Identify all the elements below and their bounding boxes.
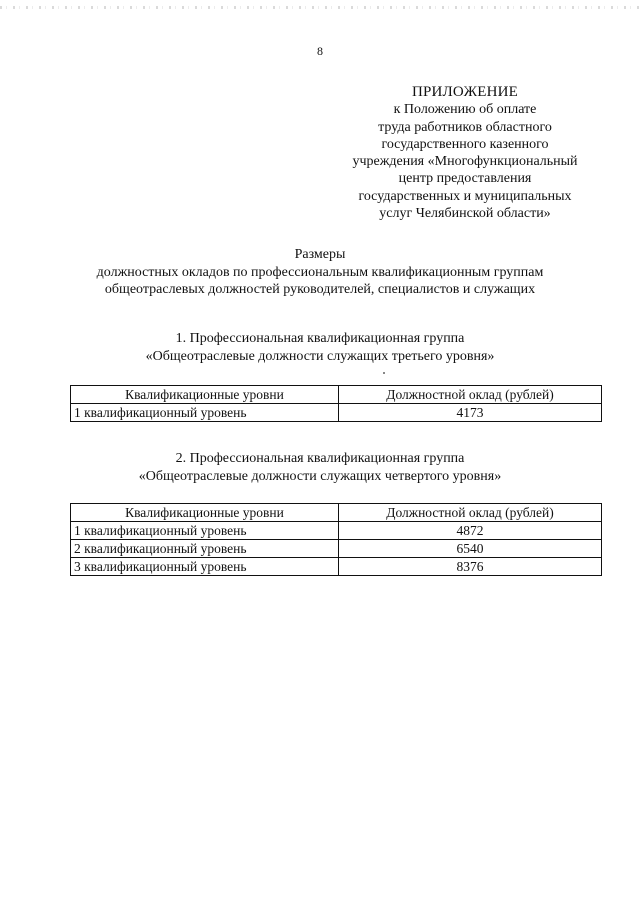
appendix-title: ПРИЛОЖЕНИЕ — [411, 84, 519, 100]
level-cell: 1 квалификационный уровень — [71, 522, 339, 540]
level-cell: 3 квалификационный уровень — [71, 558, 339, 576]
appendix-line: услуг Челябинской области» — [379, 206, 551, 222]
table-header-row — [71, 504, 602, 522]
heading-line: должностных окладов по профессиональным квалификационным группам — [96, 264, 544, 280]
group-title-line: 2. Профессиональная квалификационная группа — [175, 451, 465, 466]
appendix-line: центр предоставления — [398, 171, 532, 187]
appendix-line: труда работников областного — [378, 119, 552, 135]
column-header-level: Квалификационные уровни — [71, 386, 339, 404]
level-cell: 1 квалификационный уровень — [71, 404, 339, 422]
table-row — [71, 558, 602, 576]
level-cell: 2 квалификационный уровень — [71, 540, 339, 558]
salary-cell: 8376 — [339, 558, 602, 576]
page-number: 8 — [317, 44, 323, 58]
appendix-line: государственных и муниципальных — [358, 188, 572, 204]
heading-line: Размеры — [294, 247, 346, 262]
appendix-line: учреждения «Многофункциональный — [352, 154, 578, 170]
appendix-block — [336, 84, 594, 222]
group-2-heading — [40, 450, 600, 485]
group-1-table — [70, 385, 602, 422]
column-header-salary: Должностной оклад (рублей) — [339, 386, 602, 404]
appendix-line: к Положению об оплате — [393, 102, 537, 118]
salary-cell: 4872 — [339, 522, 602, 540]
document-heading — [40, 246, 600, 299]
group-2-table — [70, 503, 602, 576]
table-row — [71, 404, 602, 422]
column-header-salary: Должностной оклад (рублей) — [339, 504, 602, 522]
table-row — [71, 540, 602, 558]
table-header-row — [71, 386, 602, 404]
heading-line: общеотраслевых должностей руководителей, специалистов и служащих — [104, 282, 536, 297]
group-title-line: «Общеотраслевые должности служащих четвертого уровня» — [138, 468, 502, 484]
group-title-line: «Общеотраслевые должности служащих третьего уровня» — [145, 348, 495, 364]
group-1-heading — [40, 330, 600, 365]
column-header-level: Квалификационные уровни — [71, 504, 339, 522]
scan-artifact — [0, 6, 640, 9]
salary-cell: 4173 — [339, 404, 602, 422]
salary-cell: 6540 — [339, 540, 602, 558]
group-title-line: 1. Профессиональная квалификационная группа — [175, 331, 465, 346]
table-row — [71, 522, 602, 540]
appendix-line: государственного казенного — [381, 136, 549, 152]
scan-speck — [383, 372, 385, 374]
